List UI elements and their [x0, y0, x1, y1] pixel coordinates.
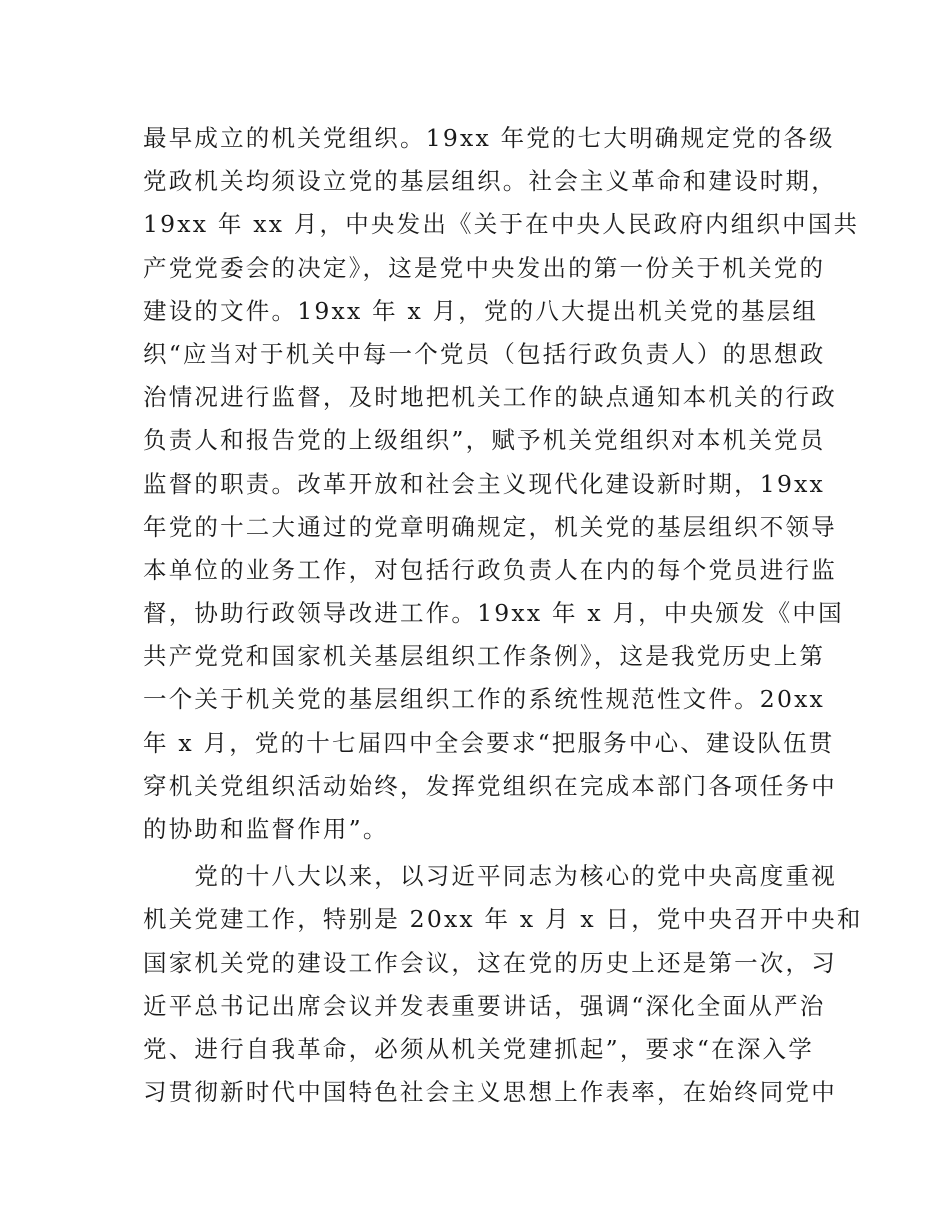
text-line: 的协助和监督作用”。: [143, 815, 389, 843]
text-line: 最早成立的机关党组织。19xx 年党的七大明确规定党的各级: [143, 124, 835, 152]
text-line: 织“应当对于机关中每一个党员（包括行政负责人）的思想政: [143, 339, 826, 368]
text-line: 近平总书记出席会议并发表重要讲话，强调“深化全面从严治: [143, 991, 826, 1020]
text-line: 机关党建工作，特别是 20xx 年 x 月 x 日，党中央召开中央和: [143, 905, 863, 934]
paragraph-first-line: 党的十八大以来，以习近平同志为核心的党中央高度重视: [143, 862, 837, 891]
text-line: 党、进行自我革命，必须从机关党建抓起”，要求“在深入学: [143, 1034, 814, 1063]
text-line: 19xx 年 xx 月，中央发出《关于在中央人民政府内组织中国共: [143, 210, 860, 239]
text-line: 习贯彻新时代中国特色社会主义思想上作表率，在始终同党中: [143, 1078, 837, 1107]
text-line: 国家机关党的建设工作会议，这在党的历史上还是第一次，习: [143, 948, 837, 977]
text-line: 产党党委会的决定》，这是党中央发出的第一份关于机关党的: [143, 253, 826, 282]
text-line: 一个关于机关党的基层组织工作的系统性规范性文件。20xx: [143, 685, 826, 714]
text-line: 党政机关均须设立党的基层组织。社会主义革命和建设时期，: [143, 167, 837, 196]
text-line: 督，协助行政领导改进工作。19xx 年 x 月，中央颁发《中国: [143, 599, 844, 628]
text-line: 治情况进行监督，及时地把机关工作的缺点通知本机关的行政: [143, 383, 837, 412]
text-line: 共产党党和国家机关基层组织工作条例》，这是我党历史上第: [143, 642, 826, 671]
text-line: 建设的文件。19xx 年 x 月，党的八大提出机关党的基层组: [143, 296, 819, 325]
text-line: 监督的职责。改革开放和社会主义现代化建设新时期，19xx: [143, 469, 826, 498]
body-text: [143, 117, 863, 1114]
text-line: 穿机关党组织活动始终，发挥党组织在完成本部门各项任务中: [143, 771, 837, 800]
text-line: 本单位的业务工作，对包括行政负责人在内的每个党员进行监: [143, 555, 837, 584]
text-line: 负责人和报告党的上级组织”，赋予机关党组织对本机关党员: [143, 426, 826, 455]
text-line: 年党的十二大通过的党章明确规定，机关党的基层组织不领导: [143, 512, 837, 541]
text-line: 年 x 月，党的十七届四中全会要求“把服务中心、建设队伍贯: [143, 728, 835, 757]
